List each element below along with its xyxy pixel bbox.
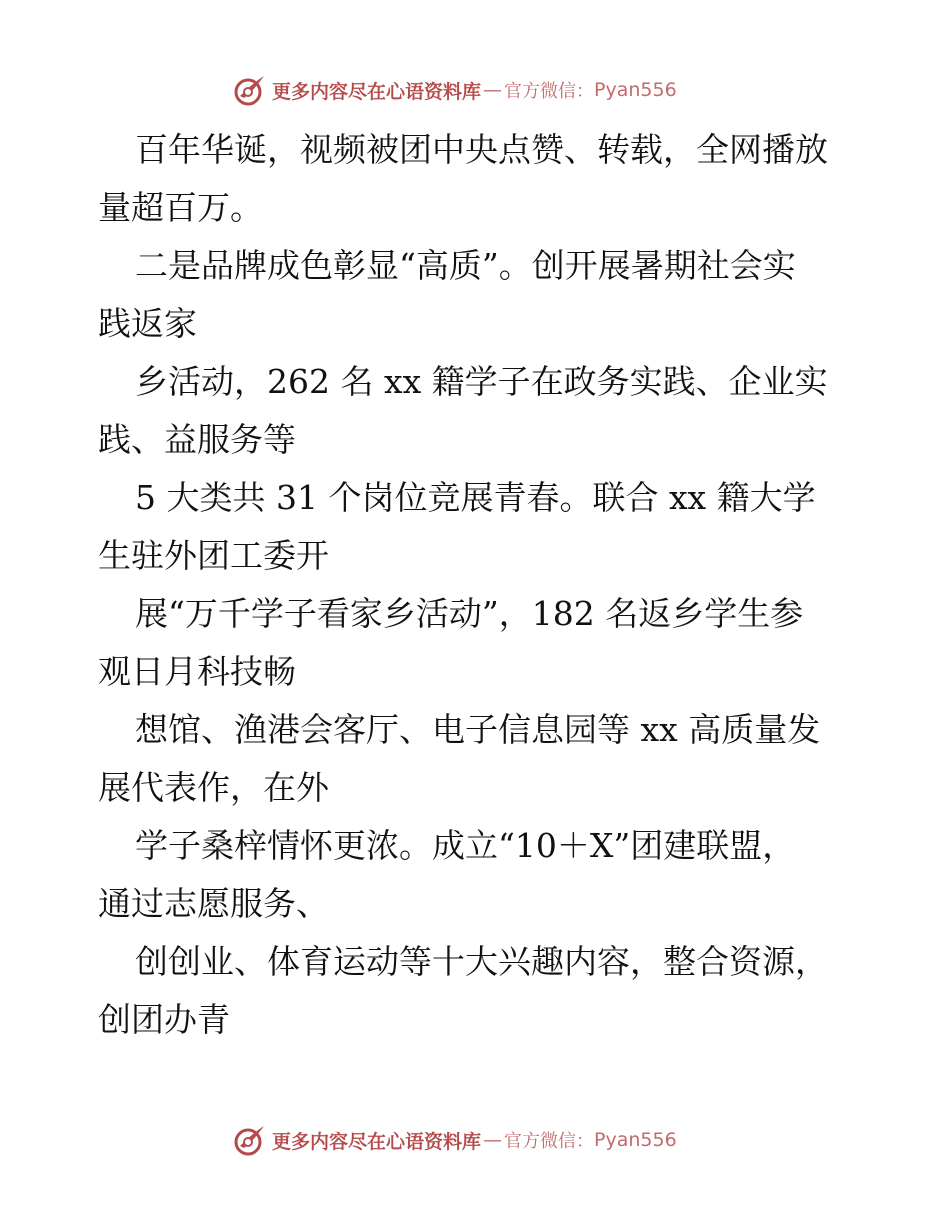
watermark-wechat-id: Pyan556 bbox=[594, 1129, 677, 1151]
text-line: 观日月科技畅 bbox=[98, 652, 296, 691]
quill-seal-icon bbox=[232, 1122, 268, 1158]
watermark-brand: 更多内容尽在心语资料库 bbox=[272, 80, 482, 103]
text-line: 展代表作，在外 bbox=[98, 768, 329, 807]
body-text bbox=[98, 121, 858, 1049]
text-line: 创团办青 bbox=[98, 1000, 230, 1039]
text-line: 践、益服务等 bbox=[98, 420, 296, 459]
text-line: 量超百万。 bbox=[98, 188, 263, 227]
watermark-dash: — bbox=[483, 1129, 503, 1151]
text-line: 践返家 bbox=[98, 304, 197, 343]
text-line: 通过志愿服务、 bbox=[98, 884, 329, 923]
text-line: 想馆、渔港会客厅、电子信息园等 xx 高质量发 bbox=[135, 710, 821, 749]
text-line: 5 大类共 31 个岗位竞展青春。联合 xx 籍大学 bbox=[135, 478, 816, 517]
footer-watermark bbox=[232, 1120, 677, 1160]
watermark-wechat-label: 官方微信： bbox=[504, 81, 595, 102]
text-line: 展“万千学子看家乡活动”，182 名返乡学生参 bbox=[135, 594, 804, 633]
text-line: 学子桑梓情怀更浓。成立“10＋X”团建联盟， bbox=[135, 826, 796, 865]
watermark-wechat-label: 官方微信： bbox=[504, 1131, 595, 1152]
text-line: 创创业、体育运动等十大兴趣内容，整合资源， bbox=[135, 942, 828, 981]
watermark-dash: — bbox=[483, 79, 503, 101]
text-line: 乡活动，262 名 xx 籍学子在政务实践、企业实 bbox=[135, 362, 828, 401]
quill-seal-icon bbox=[232, 72, 268, 108]
watermark-wechat-id: Pyan556 bbox=[594, 79, 677, 101]
text-line: 生驻外团工委开 bbox=[98, 536, 329, 575]
watermark-brand: 更多内容尽在心语资料库 bbox=[272, 1130, 482, 1153]
text-line: 二是品牌成色彰显“高质”。创开展暑期社会实 bbox=[135, 246, 796, 285]
text-line: 百年华诞，视频被团中央点赞、转载，全网播放 bbox=[135, 130, 828, 169]
header-watermark bbox=[232, 70, 677, 110]
